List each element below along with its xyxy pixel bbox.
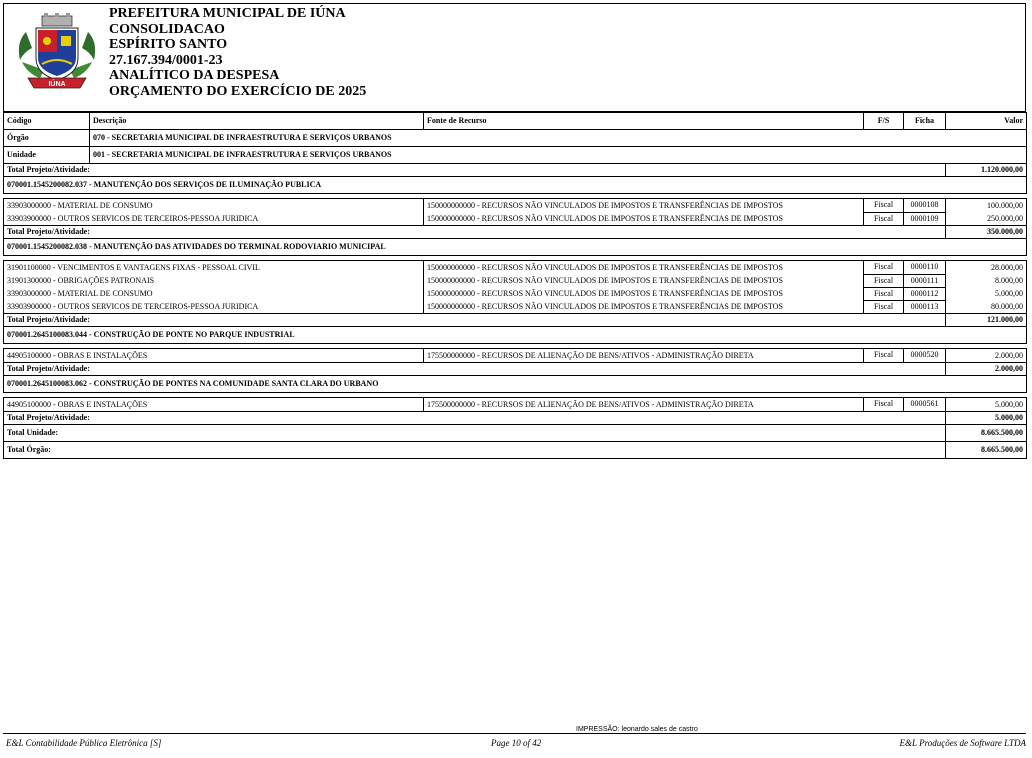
project-code: 070001.2645100083.062 [7,379,87,388]
item-ficha: 0000113 [904,300,946,314]
title-line-exercicio: ORÇAMENTO DO EXERCÍCIO DE 2025 [109,83,367,99]
item-fs: Fiscal [864,199,904,213]
col-fonte: Fonte de Recurso [424,113,864,130]
item-fs: Fiscal [864,274,904,287]
item-ficha: 0000109 [904,212,946,226]
total-unidade-value: 8.665.500,00 [946,425,1027,442]
item-desc: 33903900000 - OUTROS SERVICOS DE TERCEIROS-PESSOA JURIDICA [4,212,424,226]
item-fs: Fiscal [864,261,904,275]
item-fonte: 150000000000 - RECURSOS NÃO VINCULADOS DE IMPOSTOS E TRANSFERÊNCIAS DE IMPOSTOS [424,261,864,275]
total-unidade-row [4,425,1027,442]
municipal-coat-of-arms-icon [14,12,100,92]
item-fs: Fiscal [864,212,904,226]
item-valor: 80.000,00 [946,300,1027,314]
item-fonte: 150000000000 - RECURSOS NÃO VINCULADOS DE IMPOSTOS E TRANSFERÊNCIAS DE IMPOSTOS [424,274,864,287]
project-code: 070001.1545200082.037 [7,180,87,189]
item-valor: 8.000,00 [946,274,1027,287]
title-line-cnpj: 27.167.394/0001-23 [109,52,223,68]
total-projeto-label: Total Projeto/Atividade: [4,164,946,177]
item-fs: Fiscal [864,349,904,363]
project-name: - CONSTRUÇÃO DE PONTES NA COMUNIDADE SANTA CLARA DO URBANO [87,379,379,388]
item-desc: 44905100000 - OBRAS E INSTALAÇÕES [4,398,424,412]
total-projeto-label: Total Projeto/Atividade: [4,412,946,425]
unidade-text: 001 - SECRETARIA MUNICIPAL DE INFRAESTRUTURA E SERVIÇOS URBANOS [90,147,1027,164]
total-projeto-row [4,226,1027,239]
project-row [4,239,1027,256]
report-title [109,6,366,99]
item-fonte: 150000000000 - RECURSOS NÃO VINCULADOS DE IMPOSTOS E TRANSFERÊNCIAS DE IMPOSTOS [424,300,864,314]
project-name: - MANUTENÇÃO DAS ATIVIDADES DO TERMINAL RODOVIARIO MUNICIPAL [87,242,386,251]
project-title [4,177,1027,194]
item-ficha: 0000112 [904,287,946,300]
project-code: 070001.2645100083.044 [7,330,87,339]
project-title [4,239,1027,256]
item-ficha: 0000111 [904,274,946,287]
item-ficha: 0000108 [904,199,946,213]
total-unidade-label: Total Unidade: [4,425,946,442]
total-orgao-label: Total Órgão: [4,442,946,459]
footer-divider [3,733,1026,734]
table-row [4,212,1027,226]
footer-left: E&L Contabilidade Pública Eletrônica [S] [6,738,162,748]
item-fonte: 150000000000 - RECURSOS NÃO VINCULADOS DE IMPOSTOS E TRANSFERÊNCIAS DE IMPOSTOS [424,212,864,226]
project-row [4,376,1027,393]
item-valor: 5.000,00 [946,398,1027,412]
total-orgao-row [4,442,1027,459]
col-valor: Valor [946,113,1027,130]
item-fonte: 150000000000 - RECURSOS NÃO VINCULADOS DE IMPOSTOS E TRANSFERÊNCIAS DE IMPOSTOS [424,199,864,213]
item-ficha: 0000520 [904,349,946,363]
expense-table [3,112,1027,459]
project-name: - MANUTENÇÃO DOS SERVIÇOS DE ILUMINAÇÃO PUBLICA [87,180,322,189]
footer-impressao: IMPRESSÃO: leonardo sales de castro [576,726,698,733]
title-line-report-type: ANALÍTICO DA DESPESA [109,68,280,83]
table-row [4,300,1027,314]
item-desc: 31901300000 - OBRIGAÇÕES PATRONAIS [4,274,424,287]
title-line-consolidacao: CONSOLIDACAO [109,21,225,37]
table-row [4,398,1027,412]
table-row [4,274,1027,287]
item-valor: 100.000,00 [946,199,1027,213]
orgao-text: 070 - SECRETARIA MUNICIPAL DE INFRAESTRUTURA E SERVIÇOS URBANOS [90,130,1027,147]
orgao-label: Órgão [4,130,90,147]
item-fonte: 175500000000 - RECURSOS DE ALIENAÇÃO DE BENS/ATIVOS - ADMINISTRAÇÃO DIRETA [424,349,864,363]
project-title [4,327,1027,344]
total-projeto-value: 2.000,00 [946,363,1027,376]
item-desc: 33903900000 - OUTROS SERVICOS DE TERCEIROS-PESSOA JURIDICA [4,300,424,314]
project-name: - CONSTRUÇÃO DE PONTE NO PARQUE INDUSTRIAL [87,330,295,339]
total-projeto-row [4,314,1027,327]
orgao-row [4,130,1027,147]
item-valor: 28.000,00 [946,261,1027,275]
table-header-row [4,113,1027,130]
unidade-row [4,147,1027,164]
table-row [4,261,1027,275]
item-fs: Fiscal [864,300,904,314]
item-fonte: 150000000000 - RECURSOS NÃO VINCULADOS DE IMPOSTOS E TRANSFERÊNCIAS DE IMPOSTOS [424,287,864,300]
total-projeto-value: 350.000,00 [946,226,1027,239]
col-fs: F/S [864,113,904,130]
table-row [4,287,1027,300]
item-desc: 33903000000 - MATERIAL DE CONSUMO [4,199,424,213]
title-line-prefeitura: PREFEITURA MUNICIPAL DE IÚNA [109,6,346,21]
total-projeto-value: 5.000,00 [946,412,1027,425]
col-descricao: Descrição [90,113,424,130]
item-fs: Fiscal [864,287,904,300]
footer-right: E&L Produções de Software LTDA [899,738,1026,748]
item-ficha: 0000561 [904,398,946,412]
item-valor: 5.000,00 [946,287,1027,300]
table-row [4,199,1027,213]
item-fonte: 175500000000 - RECURSOS DE ALIENAÇÃO DE BENS/ATIVOS - ADMINISTRAÇÃO DIRETA [424,398,864,412]
report-header [3,3,1026,112]
total-orgao-value: 8.665.500,00 [946,442,1027,459]
col-ficha: Ficha [904,113,946,130]
unidade-label: Unidade [4,147,90,164]
item-desc: 33903000000 - MATERIAL DE CONSUMO [4,287,424,300]
total-projeto-value: 1.120.000,00 [946,164,1027,177]
project-title [4,376,1027,393]
title-line-estado: ESPÍRITO SANTO [109,37,228,52]
total-projeto-row [4,164,1027,177]
total-projeto-label: Total Projeto/Atividade: [4,314,946,327]
item-desc: 44905100000 - OBRAS E INSTALAÇÕES [4,349,424,363]
project-row [4,327,1027,344]
table-row [4,349,1027,363]
footer-page-number: Page 10 of 42 [491,738,542,748]
item-desc: 31901100000 - VENCIMENTOS E VANTAGENS FIXAS - PESSOAL CIVIL [4,261,424,275]
total-projeto-row [4,363,1027,376]
item-valor: 2.000,00 [946,349,1027,363]
item-ficha: 0000110 [904,261,946,275]
item-valor: 250.000,00 [946,212,1027,226]
svg-text:IÚNA: IÚNA [48,81,66,88]
project-code: 070001.1545200082.038 [7,242,87,251]
total-projeto-value: 121.000,00 [946,314,1027,327]
total-projeto-label: Total Projeto/Atividade: [4,363,946,376]
col-codigo: Código [4,113,90,130]
item-fs: Fiscal [864,398,904,412]
total-projeto-row [4,412,1027,425]
project-row [4,177,1027,194]
total-projeto-label: Total Projeto/Atividade: [4,226,946,239]
